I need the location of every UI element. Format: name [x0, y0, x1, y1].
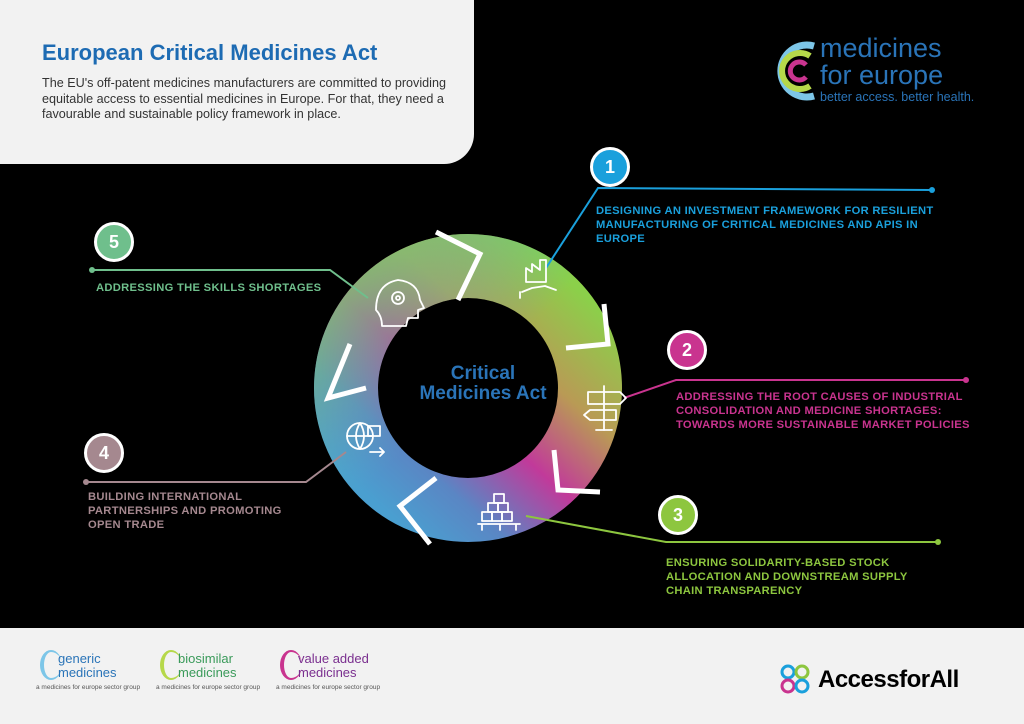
step-2-badge: 2: [667, 330, 707, 370]
step-3-badge: 3: [658, 495, 698, 535]
step-1-badge: 1: [590, 147, 630, 187]
value-added-subtitle: a medicines for europe sector group: [276, 684, 381, 691]
step-1-text: DESIGNING AN INVESTMENT FRAMEWORK FOR RESILIENT MANUFACTURING OF CRITICAL MEDICINES AND APIS IN EUROPE: [596, 205, 934, 245]
access-for-all-logo: [778, 660, 998, 700]
brand-name-line1: medicines: [820, 33, 942, 63]
step-4-text: BUILDING INTERNATIONAL PARTNERSHIPS AND PROMOTING OPEN TRADE: [88, 491, 282, 531]
intro-text: The EU's off-patent medicines manufacturers are committed to providing equitable access to essential medicines in Europe. For that, they need a favourable and sustainable policy framework in place.: [42, 76, 446, 121]
connector-line-3: [526, 516, 938, 542]
connector-dot-5: [89, 267, 95, 273]
connector-dot-4: [83, 479, 89, 485]
biosimilar-medicines-logo: [156, 648, 266, 704]
connector-dot-2: [963, 377, 969, 383]
value-added-name-line1: value added: [298, 651, 369, 666]
value-added-medicines-logo: [276, 648, 386, 704]
generic-medicines-logo: [36, 648, 146, 704]
step-4-badge: 4: [84, 433, 124, 473]
generic-subtitle: a medicines for europe sector group: [36, 684, 141, 691]
value-added-name-line2: medicines: [298, 665, 357, 680]
connector-dot-3: [935, 539, 941, 545]
biosimilar-name-line2: medicines: [178, 665, 237, 680]
generic-name-line2: medicines: [58, 665, 117, 680]
biosimilar-subtitle: a medicines for europe sector group: [156, 684, 261, 691]
brand-name-line2: for europe: [820, 60, 944, 90]
step-2-text: ADDRESSING THE ROOT CAUSES OF INDUSTRIAL CONSOLIDATION AND MEDICINE SHORTAGES: TOWARDS MORE SUSTAINABLE MARKET POLICIES: [676, 391, 970, 431]
center-label: Critical Medicines Act: [419, 363, 547, 404]
access-knot-icon: [778, 662, 814, 698]
step-5-text: ADDRESSING THE SKILLS SHORTAGES: [96, 282, 322, 294]
brand-tagline: better access. better health.: [820, 90, 975, 104]
step-5-badge: 5: [94, 222, 134, 262]
page-title: European Critical Medicines Act: [42, 40, 378, 65]
step-3-text: ENSURING SOLIDARITY-BASED STOCK ALLOCATION AND DOWNSTREAM SUPPLY CHAIN TRANSPARENCY: [666, 557, 908, 597]
access-for-all-label: AccessforAll: [818, 666, 959, 693]
connector-line-4: [86, 452, 346, 482]
biosimilar-name-line1: biosimilar: [178, 651, 233, 666]
connector-dot-1: [929, 187, 935, 193]
generic-name-line1: generic: [58, 651, 101, 666]
